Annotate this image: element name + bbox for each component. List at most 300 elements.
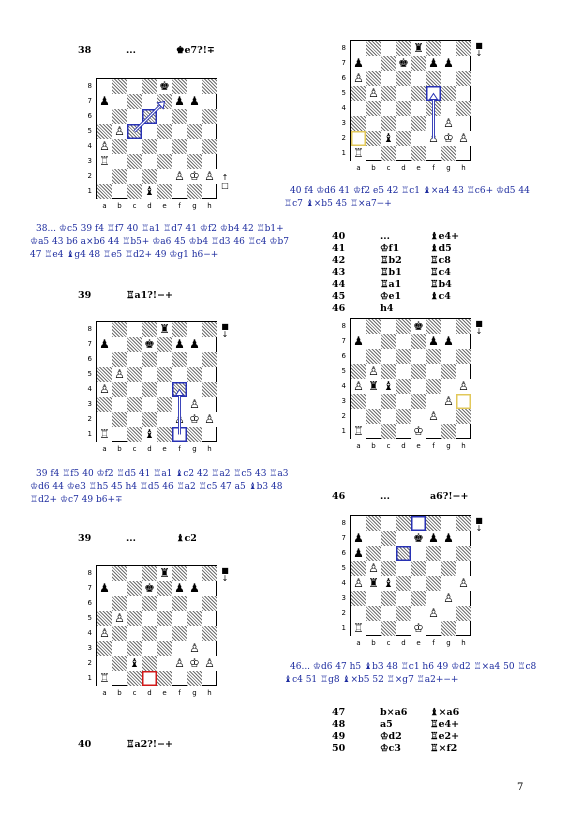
- square-f7: [172, 94, 187, 109]
- square-h4: [202, 139, 217, 154]
- white-move: ...: [126, 45, 136, 56]
- square-h1: [202, 427, 217, 442]
- square-a3: [351, 394, 366, 409]
- square-h8: [202, 322, 217, 337]
- rank-label: 6: [87, 355, 92, 363]
- rank-label: 6: [341, 549, 346, 557]
- square-b8: [366, 319, 381, 334]
- square-b8: [366, 516, 381, 531]
- file-label: h: [207, 445, 212, 453]
- square-h7: [456, 334, 471, 349]
- piece-h2: ♙: [202, 169, 217, 184]
- square-e7: [411, 531, 426, 546]
- square-d4: [396, 379, 411, 394]
- square-g5: [441, 561, 456, 576]
- piece-g2: ♔: [441, 131, 456, 146]
- square-b5: [366, 364, 381, 379]
- square-f2: [426, 606, 441, 621]
- piece-b4: ♜: [366, 576, 381, 591]
- square-d5: [142, 124, 157, 139]
- square-d6: [396, 349, 411, 364]
- square-a2: [97, 412, 112, 427]
- board-grid: [350, 515, 471, 636]
- file-label: a: [356, 164, 361, 172]
- square-e6: [157, 109, 172, 124]
- square-f3: [172, 397, 187, 412]
- square-h8: [456, 319, 471, 334]
- square-c4: [127, 382, 142, 397]
- square-d6: [396, 71, 411, 86]
- piece-b5: ♙: [112, 124, 127, 139]
- piece-c2: ♝: [381, 131, 396, 146]
- file-label: h: [461, 639, 466, 647]
- square-g3: [187, 641, 202, 656]
- square-d5: [142, 611, 157, 626]
- square-h6: [202, 109, 217, 124]
- square-b1: [366, 146, 381, 161]
- square-b5: [112, 124, 127, 139]
- square-f1: [426, 621, 441, 636]
- square-f3: [426, 394, 441, 409]
- square-a8: [351, 319, 366, 334]
- file-label: d: [401, 442, 406, 450]
- square-a1: [97, 427, 112, 442]
- square-c2: [127, 169, 142, 184]
- square-c2: [127, 412, 142, 427]
- square-d2: [396, 606, 411, 621]
- square-h4: [202, 626, 217, 641]
- piece-g3: ♙: [441, 116, 456, 131]
- move-number: 39: [78, 533, 92, 544]
- square-d8: [142, 322, 157, 337]
- square-a6: [97, 352, 112, 367]
- square-b2: [366, 606, 381, 621]
- rank-label: 7: [87, 97, 92, 105]
- square-e4: [157, 139, 172, 154]
- square-c1: [381, 146, 396, 161]
- square-e3: [157, 154, 172, 169]
- square-a5: [351, 561, 366, 576]
- square-f8: [172, 322, 187, 337]
- rank-label: 1: [87, 187, 92, 195]
- square-d1: [396, 424, 411, 439]
- rank-label: 2: [87, 172, 92, 180]
- square-b1: [366, 424, 381, 439]
- square-d1: [142, 427, 157, 442]
- rank-label: 7: [341, 59, 346, 67]
- square-c5: [127, 611, 142, 626]
- board-grid: [350, 40, 471, 161]
- square-e1: [411, 424, 426, 439]
- rank-label: 8: [341, 519, 346, 527]
- square-a8: [97, 566, 112, 581]
- white-move: ♖b2: [380, 255, 402, 266]
- square-e7: [411, 56, 426, 71]
- square-b3: [112, 397, 127, 412]
- piece-b5: ♙: [366, 86, 381, 101]
- piece-e8: ♚: [411, 319, 426, 334]
- square-b3: [112, 641, 127, 656]
- square-b5: [366, 561, 381, 576]
- square-h7: [456, 56, 471, 71]
- file-label: d: [401, 639, 406, 647]
- black-move: ♝e4+: [430, 231, 460, 242]
- square-e8: [411, 516, 426, 531]
- file-label: g: [192, 202, 197, 210]
- square-h4: [456, 576, 471, 591]
- square-a8: [97, 322, 112, 337]
- square-h2: [456, 131, 471, 146]
- piece-g3: ♙: [441, 394, 456, 409]
- square-f1: [172, 184, 187, 199]
- piece-a7: ♟: [97, 337, 112, 352]
- piece-d7: ♚: [142, 581, 157, 596]
- piece-h4: ♙: [456, 379, 471, 394]
- square-a5: [351, 364, 366, 379]
- square-d2: [396, 409, 411, 424]
- piece-a4: ♙: [97, 626, 112, 641]
- piece-f7: ♟: [172, 337, 187, 352]
- square-h2: [202, 412, 217, 427]
- square-h2: [456, 409, 471, 424]
- square-d6: [142, 352, 157, 367]
- square-d2: [142, 412, 157, 427]
- black-move: ♚e7?!∓: [176, 45, 215, 56]
- square-g3: [441, 591, 456, 606]
- black-to-move-icon: ■ ↓: [475, 41, 483, 58]
- black-move: ♖e4+: [430, 719, 460, 730]
- square-g5: [187, 367, 202, 382]
- square-a4: [351, 576, 366, 591]
- piece-a7: ♟: [97, 94, 112, 109]
- piece-g2: ♔: [187, 656, 202, 671]
- square-g8: [441, 516, 456, 531]
- white-move: h4: [380, 303, 394, 314]
- square-h7: [202, 94, 217, 109]
- square-d7: [142, 337, 157, 352]
- move-number: 49: [332, 731, 346, 742]
- piece-f2: ♙: [426, 606, 441, 621]
- square-c5: [381, 561, 396, 576]
- rank-label: 7: [341, 534, 346, 542]
- piece-b4: ♜: [366, 379, 381, 394]
- square-d8: [396, 516, 411, 531]
- piece-g7: ♟: [187, 337, 202, 352]
- square-h7: [202, 581, 217, 596]
- piece-a4: ♙: [351, 379, 366, 394]
- square-c7: [127, 337, 142, 352]
- square-f8: [426, 319, 441, 334]
- piece-g7: ♟: [441, 334, 456, 349]
- square-b8: [112, 566, 127, 581]
- rank-label: 4: [341, 579, 346, 587]
- square-b5: [112, 611, 127, 626]
- square-h6: [202, 352, 217, 367]
- square-d4: [142, 139, 157, 154]
- square-d5: [396, 364, 411, 379]
- square-h5: [456, 364, 471, 379]
- square-d3: [396, 116, 411, 131]
- square-g8: [441, 319, 456, 334]
- square-g6: [441, 546, 456, 561]
- rank-label: 3: [87, 157, 92, 165]
- annotation-line: 38... ♔c5 39 f4 ♖f7 40 ♖a1 ♖d7 41 ♔f2 ♔b4 42 ♖b1+: [36, 224, 284, 234]
- square-b7: [112, 337, 127, 352]
- square-f5: [172, 611, 187, 626]
- square-e4: [411, 101, 426, 116]
- square-d5: [396, 86, 411, 101]
- square-g2: [187, 169, 202, 184]
- square-c3: [381, 591, 396, 606]
- rank-label: 1: [341, 427, 346, 435]
- black-to-move-icon: ■ ↓: [475, 516, 483, 533]
- square-d3: [142, 154, 157, 169]
- square-h5: [456, 86, 471, 101]
- square-f8: [426, 41, 441, 56]
- square-a4: [97, 626, 112, 641]
- piece-h2: ♙: [456, 131, 471, 146]
- file-label: d: [401, 164, 406, 172]
- file-label: f: [432, 164, 435, 172]
- square-e8: [411, 319, 426, 334]
- square-f1: [426, 424, 441, 439]
- square-a2: [97, 656, 112, 671]
- piece-g7: ♟: [441, 56, 456, 71]
- square-c1: [381, 621, 396, 636]
- file-label: a: [102, 689, 107, 697]
- piece-d1: ♝: [142, 427, 157, 442]
- square-d6: [142, 596, 157, 611]
- square-g8: [187, 79, 202, 94]
- square-h2: [456, 606, 471, 621]
- file-label: e: [162, 689, 167, 697]
- rank-label: 5: [87, 127, 92, 135]
- square-h3: [456, 591, 471, 606]
- square-b4: [112, 626, 127, 641]
- rank-label: 2: [341, 412, 346, 420]
- file-label: c: [386, 639, 391, 647]
- square-b2: [366, 131, 381, 146]
- file-label: d: [147, 202, 152, 210]
- square-g8: [187, 566, 202, 581]
- square-d2: [142, 656, 157, 671]
- black-move: ♝d5: [430, 243, 452, 254]
- square-d4: [142, 382, 157, 397]
- rank-label: 2: [87, 415, 92, 423]
- rank-label: 2: [87, 659, 92, 667]
- rank-label: 4: [87, 385, 92, 393]
- file-label: a: [356, 442, 361, 450]
- square-c7: [381, 334, 396, 349]
- square-a8: [351, 516, 366, 531]
- square-a7: [97, 581, 112, 596]
- square-c7: [381, 56, 396, 71]
- move-number: 38: [78, 45, 92, 56]
- square-g5: [441, 86, 456, 101]
- file-label: b: [371, 639, 376, 647]
- piece-a7: ♟: [351, 531, 366, 546]
- file-label: e: [416, 639, 421, 647]
- file-label: g: [192, 445, 197, 453]
- square-f5: [426, 364, 441, 379]
- square-e2: [157, 169, 172, 184]
- square-g8: [187, 322, 202, 337]
- square-b8: [112, 79, 127, 94]
- file-label: g: [192, 689, 197, 697]
- piece-f2: ♙: [426, 409, 441, 424]
- square-c2: [381, 131, 396, 146]
- rank-label: 1: [87, 430, 92, 438]
- file-label: h: [207, 689, 212, 697]
- square-c3: [127, 641, 142, 656]
- square-e7: [157, 581, 172, 596]
- white-move: ♔f1: [380, 243, 400, 254]
- square-f8: [172, 79, 187, 94]
- piece-a6: ♙: [351, 71, 366, 86]
- piece-b5: ♙: [366, 561, 381, 576]
- square-g7: [441, 334, 456, 349]
- square-a6: [351, 349, 366, 364]
- piece-e8: ♜: [157, 566, 172, 581]
- board-grid: [350, 318, 471, 439]
- square-g3: [441, 394, 456, 409]
- file-label: e: [162, 202, 167, 210]
- square-a7: [351, 56, 366, 71]
- square-e7: [157, 337, 172, 352]
- square-b3: [366, 116, 381, 131]
- piece-e1: ♔: [411, 424, 426, 439]
- square-g6: [441, 349, 456, 364]
- white-move: a5: [380, 719, 393, 730]
- file-label: f: [178, 202, 181, 210]
- square-h5: [202, 367, 217, 382]
- square-e4: [157, 382, 172, 397]
- square-d6: [396, 546, 411, 561]
- square-g7: [187, 337, 202, 352]
- piece-a6: ♟: [351, 546, 366, 561]
- square-e3: [157, 397, 172, 412]
- square-c4: [381, 576, 396, 591]
- annotation-line: ♔d6 44 ♔e3 ♖h5 45 h4 ♖d5 46 ♖a2 ♖c5 47 a5 ♝b3 48: [30, 482, 283, 492]
- file-label: d: [147, 445, 152, 453]
- square-b7: [112, 581, 127, 596]
- square-g6: [441, 71, 456, 86]
- square-a4: [351, 101, 366, 116]
- chess-diagram: [82, 321, 227, 457]
- black-move: ♝c4: [430, 291, 451, 302]
- square-a3: [351, 591, 366, 606]
- piece-a4: ♙: [97, 382, 112, 397]
- square-c8: [381, 516, 396, 531]
- white-move: ...: [380, 231, 390, 242]
- piece-g2: ♔: [187, 169, 202, 184]
- square-e2: [157, 412, 172, 427]
- square-e1: [411, 146, 426, 161]
- square-h3: [456, 116, 471, 131]
- square-c3: [381, 116, 396, 131]
- square-h6: [456, 71, 471, 86]
- square-d3: [396, 394, 411, 409]
- square-f4: [426, 576, 441, 591]
- black-move: ♝c2: [176, 533, 197, 544]
- black-to-move-icon: ■ ↓: [221, 566, 229, 583]
- square-b7: [366, 531, 381, 546]
- rank-label: 2: [341, 134, 346, 142]
- square-b2: [112, 169, 127, 184]
- square-f6: [172, 596, 187, 611]
- square-c8: [127, 79, 142, 94]
- white-move: b×a6: [380, 707, 408, 718]
- square-f5: [426, 561, 441, 576]
- square-a7: [351, 531, 366, 546]
- square-e4: [411, 379, 426, 394]
- white-move: ♔d2: [380, 731, 402, 742]
- square-a1: [351, 424, 366, 439]
- file-label: g: [446, 164, 451, 172]
- rank-label: 1: [341, 624, 346, 632]
- annotation-line: 46... ♔d6 47 h5 ♝b3 48 ♖c1 h6 49 ♔d2 ♖×a4 50 ♖c8: [290, 662, 537, 672]
- square-g5: [187, 124, 202, 139]
- rank-label: 6: [87, 599, 92, 607]
- square-e1: [157, 427, 172, 442]
- square-b1: [112, 184, 127, 199]
- square-a7: [351, 334, 366, 349]
- white-move: ...: [380, 491, 390, 502]
- annotation-line: ♖c7 ♝×b5 45 ♖×a7−+: [284, 199, 392, 209]
- square-a4: [97, 382, 112, 397]
- square-a6: [351, 71, 366, 86]
- square-e5: [157, 367, 172, 382]
- square-b6: [112, 596, 127, 611]
- black-move: ♝×a6: [430, 707, 460, 718]
- square-e3: [411, 394, 426, 409]
- file-label: f: [432, 639, 435, 647]
- square-b1: [112, 427, 127, 442]
- square-c4: [381, 101, 396, 116]
- rank-label: 8: [87, 325, 92, 333]
- square-c4: [381, 379, 396, 394]
- piece-g3: ♙: [187, 641, 202, 656]
- square-a2: [97, 169, 112, 184]
- square-f7: [172, 581, 187, 596]
- square-d1: [396, 146, 411, 161]
- square-c8: [127, 322, 142, 337]
- piece-a7: ♟: [351, 334, 366, 349]
- square-f1: [426, 146, 441, 161]
- annotation-line: ♖d2+ ♔c7 49 b6+∓: [30, 495, 123, 505]
- square-e8: [157, 566, 172, 581]
- square-d2: [142, 169, 157, 184]
- move-number: 43: [332, 267, 346, 278]
- square-e4: [157, 626, 172, 641]
- piece-a1: ♖: [351, 621, 366, 636]
- square-c5: [381, 86, 396, 101]
- piece-a4: ♙: [351, 576, 366, 591]
- square-d1: [142, 184, 157, 199]
- square-h3: [456, 394, 471, 409]
- white-move: ♔c3: [380, 743, 401, 754]
- square-b1: [366, 621, 381, 636]
- move-number: 41: [332, 243, 346, 254]
- piece-g3: ♙: [187, 397, 202, 412]
- square-h3: [202, 397, 217, 412]
- file-label: f: [178, 689, 181, 697]
- square-c4: [127, 139, 142, 154]
- square-c6: [127, 352, 142, 367]
- square-g1: [187, 427, 202, 442]
- piece-d7: ♚: [396, 56, 411, 71]
- piece-g7: ♟: [187, 94, 202, 109]
